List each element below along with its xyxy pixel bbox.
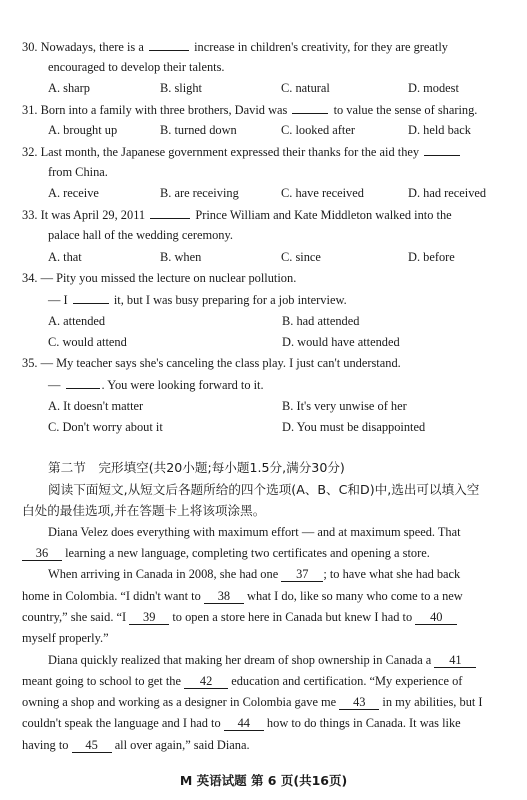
passage-line: home in Colombia. “I didn't want to 38 what I do, like so many who come to a new bbox=[22, 589, 463, 603]
option-d: D. before bbox=[408, 250, 455, 264]
option-a: A. that bbox=[48, 250, 82, 264]
answer-blank bbox=[150, 206, 190, 219]
cloze-blank-42: 42 bbox=[184, 675, 228, 689]
option-c: C. would attend bbox=[48, 335, 127, 349]
option-d: D. held back bbox=[408, 123, 471, 137]
passage-line: Diana quickly realized that making her dream of shop ownership in Canada a 41 bbox=[48, 652, 476, 668]
cloze-blank-45: 45 bbox=[72, 739, 112, 753]
answer-blank bbox=[66, 376, 100, 389]
question-32-stem: 32. Last month, the Japanese government expressed their thanks for the aid they bbox=[22, 143, 462, 160]
option-b: B. are receiving bbox=[160, 186, 239, 200]
option-d: D. had received bbox=[408, 186, 487, 200]
option-a: A. receive bbox=[48, 186, 99, 200]
option-b: B. had attended bbox=[282, 314, 360, 328]
cloze-blank-43: 43 bbox=[339, 696, 379, 710]
question-30-stem-cont: encouraged to develop their talents. bbox=[48, 60, 225, 74]
section-instructions: 阅读下面短文,从短文后各题所给的四个选项(A、B、C和D)中,选出可以填入空 bbox=[48, 482, 480, 497]
option-b: B. when bbox=[160, 250, 202, 264]
option-c: C. looked after bbox=[281, 123, 355, 137]
question-33-stem-cont: palace hall of the wedding ceremony. bbox=[48, 228, 233, 242]
option-a: A. brought up bbox=[48, 123, 118, 137]
option-b: B. It's very unwise of her bbox=[282, 399, 407, 413]
option-b: B. turned down bbox=[160, 123, 237, 137]
passage-line: myself properly.” bbox=[22, 631, 109, 645]
option-d: D. would have attended bbox=[282, 335, 400, 349]
section-instructions-cont: 白处的最佳选项,并在答题卡上将该项涂黑。 bbox=[22, 503, 266, 518]
cloze-blank-36: 36 bbox=[22, 547, 62, 561]
passage-line: having to 45 all over again,” said Diana. bbox=[22, 738, 250, 752]
option-c: C. have received bbox=[281, 186, 364, 200]
option-c: C. since bbox=[281, 250, 321, 264]
question-35-stem: 35. — My teacher says she's canceling the class play. I just can't understand. bbox=[22, 356, 401, 370]
cloze-blank-44: 44 bbox=[224, 717, 264, 731]
question-35-reply: — . You were looking forward to it. bbox=[48, 378, 264, 392]
answer-blank bbox=[424, 143, 460, 156]
cloze-blank-40: 40 bbox=[415, 611, 457, 625]
question-34-stem: 34. — Pity you missed the lecture on nuclear pollution. bbox=[22, 271, 297, 285]
passage-line: meant going to school to get the 42 education and certification. “My experience of bbox=[22, 674, 463, 688]
answer-blank bbox=[292, 101, 328, 114]
page-footer: M 英语试题 第 6 页(共16页) bbox=[179, 773, 348, 788]
passage-line: owning a shop and working as a designer in Colombia gave me 43 in my abilities, but I bbox=[22, 695, 483, 709]
option-a: A. attended bbox=[48, 314, 106, 328]
passage-line: 36 learning a new language, completing two certificates and opening a store. bbox=[22, 545, 430, 561]
question-33-stem: 33. It was April 29, 2011 Prince William and Kate Middleton walked into the bbox=[22, 208, 452, 222]
section-heading: 第二节 完形填空(共20小题;每小题1.5分,满分30分) bbox=[48, 460, 345, 475]
cloze-blank-38: 38 bbox=[204, 590, 244, 604]
option-a: A. sharp bbox=[48, 81, 90, 95]
option-d: D. You must be disappointed bbox=[282, 420, 426, 434]
question-32-stem-cont: from China. bbox=[48, 165, 108, 179]
cloze-blank-37: 37 bbox=[281, 568, 323, 582]
question-34-reply: — I it, but I was busy preparing for a job interview. bbox=[48, 293, 347, 307]
option-d: D. modest bbox=[408, 81, 459, 95]
option-c: C. Don't worry about it bbox=[48, 420, 163, 434]
answer-blank bbox=[149, 38, 189, 51]
passage-line: When arriving in Canada in 2008, she had one 37 ; to have what she had back bbox=[48, 567, 461, 581]
option-c: C. natural bbox=[281, 81, 330, 95]
cloze-blank-41: 41 bbox=[434, 654, 476, 668]
cloze-blank-39: 39 bbox=[129, 611, 169, 625]
option-a: A. It doesn't matter bbox=[48, 399, 144, 413]
question-31-stem: 31. Born into a family with three brothers, David was to value the sense of sharing. bbox=[22, 103, 478, 117]
question-30-stem: 30. Nowadays, there is a increase in children's creativity, for they are greatly bbox=[22, 40, 449, 54]
passage-line: couldn't speak the language and I had to 44 how to do things in Canada. It was like bbox=[22, 716, 461, 730]
passage-line: Diana Velez does everything with maximum effort — and at maximum speed. That bbox=[48, 525, 461, 539]
answer-blank bbox=[73, 291, 109, 304]
option-b: B. slight bbox=[160, 81, 202, 95]
passage-line: country,” she said. “I 39 to open a store here in Canada but knew I had to 40 bbox=[22, 609, 457, 625]
